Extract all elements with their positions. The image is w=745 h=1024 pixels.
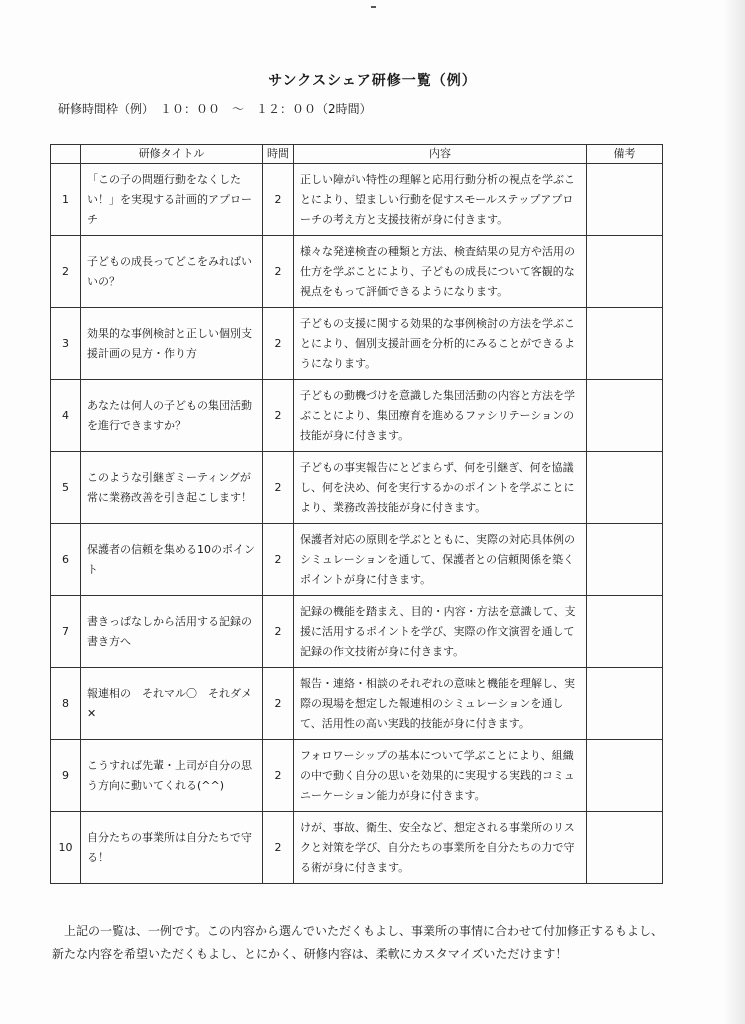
training-content: 報告・連絡・相談のそれぞれの意味と機能を理解し、実際の現場を想定した報連相のシミュレーションを通して、活用性の高い実践的技能が身に付きます。 [294, 668, 587, 740]
page-title: サンクスシェア研修一覧（例） [268, 73, 477, 89]
table-row [51, 524, 663, 596]
training-title: こうすれば先輩・上司が自分の思う方向に動いてくれる(^^) [81, 740, 263, 812]
table-row [51, 596, 663, 668]
training-hours: 2 [263, 812, 294, 884]
training-title: このような引継ぎミーティングが常に業務改善を引き起こします！ [81, 452, 263, 524]
training-hours: 2 [263, 668, 294, 740]
training-note [587, 596, 663, 668]
training-hours: 2 [263, 236, 294, 308]
training-note [587, 524, 663, 596]
row-number: 3 [51, 308, 81, 380]
table-header-row [51, 145, 663, 164]
training-note [587, 236, 663, 308]
row-number: 9 [51, 740, 81, 812]
scan-edge-shadow [723, 0, 745, 1024]
table-row [51, 164, 663, 236]
training-note [587, 740, 663, 812]
training-hours: 2 [263, 452, 294, 524]
training-note [587, 308, 663, 380]
training-hours: 2 [263, 524, 294, 596]
row-number: 1 [51, 164, 81, 236]
row-number: 10 [51, 812, 81, 884]
training-hours: 2 [263, 308, 294, 380]
training-content: 子どもの支援に関する効果的な事例検討の方法を学ぶことにより、個別支援計画を分析的にみることができるようになります。 [294, 308, 587, 380]
row-number: 2 [51, 236, 81, 308]
training-note [587, 812, 663, 884]
footer-note: 上記の一覧は、一例です。この内容から選んでいただくもよし、事業所の事情に合わせて付加修正するもよし、新たな内容を希望いただくもよし、とにかく、研修内容は、柔軟にカスタマイズいただけます！ [52, 924, 664, 961]
row-number: 6 [51, 524, 81, 596]
training-hours: 2 [263, 740, 294, 812]
table-row [51, 308, 663, 380]
training-title: 自分たちの事業所は自分たちで守る！ [81, 812, 263, 884]
training-content: 子どもの動機づけを意識した集団活動の内容と方法を学ぶことにより、集団療育を進めるファシリテーションの技能が身に付きます。 [294, 380, 587, 452]
training-note [587, 668, 663, 740]
row-number: 7 [51, 596, 81, 668]
row-number: 5 [51, 452, 81, 524]
training-title: 報連相の それマル〇 それダメ✕ [81, 668, 263, 740]
training-content: 保護者対応の原則を学ぶとともに、実際の対応具体例のシミュレーションを通して、保護者との信頼関係を築くポイントが身に付きます。 [294, 524, 587, 596]
table-row [51, 380, 663, 452]
training-note [587, 452, 663, 524]
row-number: 4 [51, 380, 81, 452]
time-slot-line: 研修時間枠（例） １０：００ ～ １２：００（2時間） [58, 102, 372, 116]
training-hours: 2 [263, 380, 294, 452]
scan-speck [371, 6, 376, 8]
column-header-hours: 時間 [263, 145, 294, 164]
column-header-number [51, 145, 81, 164]
table-row [51, 812, 663, 884]
training-content: けが、事故、衛生、安全など、想定される事業所のリスクと対策を学び、自分たちの事業所を自分たちの力で守る術が身に付きます。 [294, 812, 587, 884]
training-content: フォロワーシップの基本について学ぶことにより、組織の中で動く自分の思いを効果的に実現する実践的コミュニーケーション能力が身に付きます。 [294, 740, 587, 812]
training-title: 書きっぱなしから活用する記録の書き方へ [81, 596, 263, 668]
table-row [51, 740, 663, 812]
row-number: 8 [51, 668, 81, 740]
training-hours: 2 [263, 164, 294, 236]
training-title: 子どもの成長ってどこをみればいいの？ [81, 236, 263, 308]
training-title: 効果的な事例検討と正しい個別支援計画の見方・作り方 [81, 308, 263, 380]
training-table [50, 144, 663, 884]
training-title: 保護者の信頼を集める10のポイント [81, 524, 263, 596]
training-note [587, 380, 663, 452]
table-row [51, 236, 663, 308]
column-header-title: 研修タイトル [81, 145, 263, 164]
training-hours: 2 [263, 596, 294, 668]
training-content: 様々な発達検査の種類と方法、検査結果の見方や活用の仕方を学ぶことにより、子どもの成長について客観的な視点をもって評価できるようになります。 [294, 236, 587, 308]
training-content: 正しい障がい特性の理解と応用行動分析の視点を学ぶことにより、望ましい行動を促すスモールステップアプローチの考え方と支援技術が身に付きます。 [294, 164, 587, 236]
table-row [51, 452, 663, 524]
column-header-content: 内容 [294, 145, 587, 164]
training-note [587, 164, 663, 236]
column-header-notes: 備考 [587, 145, 663, 164]
training-content: 子どもの事実報告にとどまらず、何を引継ぎ、何を協議し、何を決め、何を実行するかのポイントを学ぶことにより、業務改善技能が身に付きます。 [294, 452, 587, 524]
table-row [51, 668, 663, 740]
training-content: 記録の機能を踏まえ、目的・内容・方法を意識して、支援に活用するポイントを学び、実際の作文演習を通して記録の作文技術が身に付きます。 [294, 596, 587, 668]
training-title: 「この子の問題行動をなくしたい！」を実現する計画的アプローチ [81, 164, 263, 236]
training-title: あなたは何人の子どもの集団活動を進行できますか？ [81, 380, 263, 452]
